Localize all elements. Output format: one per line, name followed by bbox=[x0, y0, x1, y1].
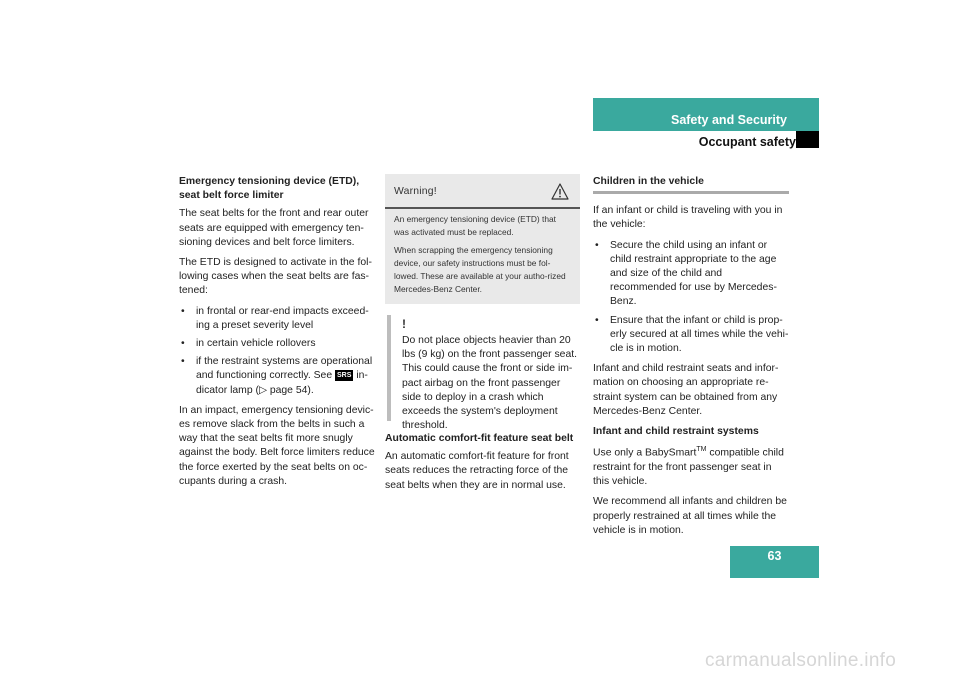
list-item bbox=[593, 314, 789, 357]
bullet-icon: • bbox=[595, 314, 599, 326]
watermark: carmanualsonline.info bbox=[705, 650, 897, 671]
list-item bbox=[179, 355, 376, 398]
etd-column bbox=[179, 175, 376, 495]
list-item-text: Ensure that the infant or child is prop-erly secured at all times while the vehi-cle is in motion. bbox=[610, 314, 789, 355]
comfort-fit-section bbox=[385, 432, 582, 499]
children-paragraph-2: Infant and child restraint seats and infor-mation on choosing an appropriate re-straint system can be obtained from any Mercedes-Benz Center. bbox=[593, 363, 779, 417]
children-bullet-list bbox=[593, 239, 789, 357]
list-item-text: in frontal or rear-end impacts exceed-ing a preset severity level bbox=[196, 305, 369, 331]
subsection-title-text: Occupant safety bbox=[698, 135, 796, 149]
etd-bullet-list bbox=[179, 305, 376, 398]
list-item bbox=[593, 239, 789, 310]
children-paragraph-4: We recommend all infants and children be properly restrained at all times while the vehicle is in motion. bbox=[593, 496, 787, 536]
page-number: 63 bbox=[767, 549, 782, 563]
list-item bbox=[179, 305, 376, 333]
exclamation-icon: ! bbox=[402, 317, 406, 331]
subsection-title bbox=[593, 131, 796, 149]
section-header-bar bbox=[593, 98, 819, 131]
note-text: Do not place objects heavier than 20 lbs (9 kg) on the front passenger seat. This could cause the front or side im-pact airbag on the front passenger side to deploy in a crash which exceeds the system's deployment threshold. bbox=[402, 335, 578, 432]
comfort-fit-heading: Automatic comfort-fit feature seat belt bbox=[385, 433, 574, 444]
header-marker bbox=[796, 131, 819, 148]
children-paragraph-1: If an infant or child is traveling with you in the vehicle: bbox=[593, 205, 783, 231]
list-item-text: if the restraint systems are operational and functioning correctly. See bbox=[196, 356, 373, 382]
children-paragraph-3 bbox=[593, 443, 789, 489]
babysmart-text-end: compatible child restraint for the front passenger seat in this vehicle. bbox=[593, 447, 784, 488]
note-box bbox=[385, 315, 580, 432]
etd-heading: Emergency tensioning device (ETD), seat belt force limiter bbox=[179, 176, 360, 202]
etd-paragraph-2: The ETD is designed to activate in the fol-lowing cases when the seat belts are fas-tened: bbox=[179, 257, 372, 297]
page-reference-link[interactable]: in-dicator lamp (▷ page 54). bbox=[196, 370, 368, 396]
list-item bbox=[179, 337, 376, 351]
children-heading: Children in the vehicle bbox=[593, 175, 789, 194]
note-side-bar bbox=[387, 315, 391, 421]
warning-header bbox=[385, 174, 580, 209]
warning-text-1: An emergency tensioning device (ETD) that was activated must be replaced. bbox=[394, 214, 556, 238]
section-title: Safety and Security bbox=[670, 113, 787, 127]
warning-title: Warning! bbox=[394, 186, 437, 197]
babysmart-text: Use only a BabySmart bbox=[593, 447, 697, 459]
list-item-text: in certain vehicle rollovers bbox=[196, 338, 316, 350]
bullet-icon: • bbox=[181, 338, 185, 350]
restraint-systems-heading: Infant and child restraint systems bbox=[593, 426, 759, 438]
trademark-mark: TM bbox=[696, 446, 707, 454]
etd-paragraph-1: The seat belts for the front and rear outer seats are equipped with emergency ten-sioning devices and belt force limiters. bbox=[179, 208, 369, 248]
list-item-text: Secure the child using an infant or child restraint appropriate to the age and size of the child and recommended for use by Mercedes-Benz. bbox=[610, 239, 777, 308]
warning-triangle-icon bbox=[551, 183, 569, 200]
comfort-fit-paragraph: An automatic comfort-fit feature for front seats reduces the retracting force of the seat belts when they are in normal use. bbox=[385, 451, 569, 491]
warning-text-2: When scrapping the emergency tensioning device, our safety instructions must be fol-lowed. These are available at your autho-rized Mercedes-Benz Center. bbox=[394, 244, 566, 295]
srs-indicator-icon: SRS bbox=[337, 372, 352, 380]
bullet-icon: • bbox=[595, 239, 599, 251]
etd-paragraph-3: In an impact, emergency tensioning devic-es remove slack from the belts in such a way that the seat belts fit more snugly against the body. Belt force limiters reduce the force exerted by the seat belts on oc-cupants during a crash. bbox=[179, 404, 375, 487]
bullet-icon: • bbox=[181, 356, 185, 368]
page-number-box bbox=[730, 546, 819, 578]
children-column bbox=[593, 175, 789, 544]
warning-box bbox=[385, 174, 580, 304]
bullet-icon: • bbox=[181, 305, 185, 317]
